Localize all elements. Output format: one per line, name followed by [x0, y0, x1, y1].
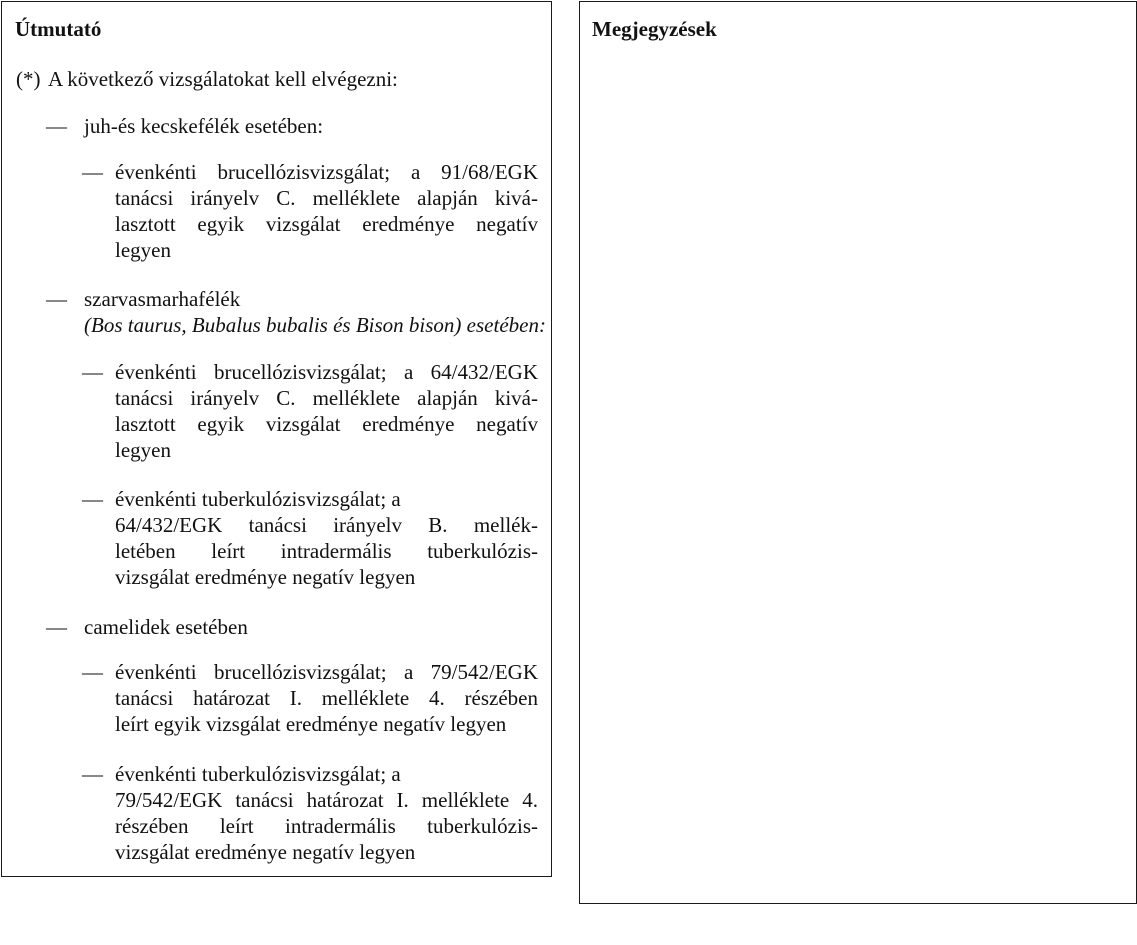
- group-heading-text: camelidek esetében: [84, 615, 248, 639]
- dash-marker: —: [82, 487, 103, 511]
- guide-title: Útmutató: [15, 17, 102, 41]
- group-heading-cattle: [46, 286, 546, 338]
- item-line: évenkénti brucellózisvizsgálat; a 79/542/EGK: [115, 660, 538, 684]
- group-heading-text: szarvasmarhafélék: [84, 287, 241, 311]
- item-line: leírt egyik vizsgálat eredménye negatív legyen: [115, 712, 507, 736]
- item-line: legyen: [115, 238, 171, 262]
- group-heading-subtext: (Bos taurus, Bubalus bubalis és Bison bison) esetében:: [84, 313, 546, 337]
- item-line: évenkénti brucellózisvizsgálat; a 91/68/EGK: [115, 160, 538, 184]
- group-heading-sheep-goats: [46, 113, 536, 139]
- item-line: 79/542/EGK tanácsi határozat I. melléklete 4.: [115, 788, 538, 812]
- item-line: részében leírt intradermális tuberkulózis-: [115, 814, 538, 838]
- item-line: lasztott egyik vizsgálat eredménye negatív: [115, 412, 538, 436]
- list-item-camelid-brucellosis: [82, 659, 538, 737]
- item-line: vizsgálat eredménye negatív legyen: [115, 565, 416, 589]
- footnote-marker: (*): [16, 67, 41, 91]
- item-line: tanácsi határozat I. melléklete 4. részében: [115, 686, 538, 710]
- list-item-sheep-brucellosis: [82, 159, 538, 263]
- notes-panel: [579, 1, 1137, 904]
- list-item-cattle-brucellosis: [82, 359, 538, 463]
- dash-marker: —: [82, 160, 103, 184]
- item-line: vizsgálat eredménye negatív legyen: [115, 840, 416, 864]
- list-item-cattle-tuberculosis: [82, 486, 538, 590]
- guide-panel: [1, 1, 552, 877]
- item-line: évenkénti tuberkulózisvizsgálat; a: [115, 762, 401, 786]
- dash-marker: —: [46, 615, 67, 639]
- dash-marker: —: [46, 114, 67, 138]
- list-item-camelid-tuberculosis: [82, 761, 538, 865]
- group-heading-text: juh-és kecskefélék esetében:: [84, 114, 324, 138]
- item-line: évenkénti tuberkulózisvizsgálat; a: [115, 487, 401, 511]
- notes-title: Megjegyzések: [592, 17, 717, 41]
- item-line: letében leírt intradermális tuberkulózis-: [115, 539, 538, 563]
- intro-text: A következő vizsgálatokat kell elvégezni:: [48, 67, 398, 91]
- item-line: lasztott egyik vizsgálat eredménye negatív: [115, 212, 538, 236]
- item-line: tanácsi irányelv C. melléklete alapján kivá-: [115, 186, 538, 210]
- dash-marker: —: [46, 287, 67, 311]
- group-heading-camelids: [46, 614, 536, 640]
- item-line: tanácsi irányelv C. melléklete alapján kivá-: [115, 386, 538, 410]
- item-line: évenkénti brucellózisvizsgálat; a 64/432/EGK: [115, 360, 538, 384]
- dash-marker: —: [82, 360, 103, 384]
- dash-marker: —: [82, 762, 103, 786]
- dash-marker: —: [82, 660, 103, 684]
- item-line: legyen: [115, 438, 171, 462]
- item-line: 64/432/EGK tanácsi irányelv B. mellék-: [115, 513, 538, 537]
- intro-line: [16, 66, 536, 92]
